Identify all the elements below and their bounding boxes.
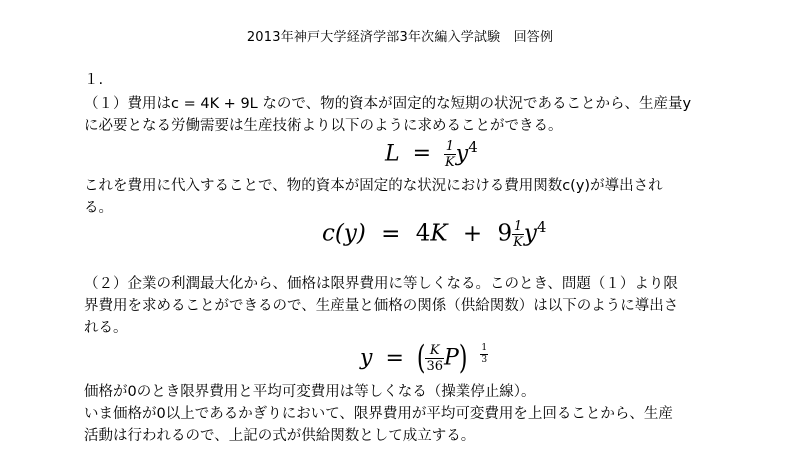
- eq3-frac-den: 36: [426, 359, 444, 374]
- eq1-exp: 4: [468, 138, 478, 156]
- eq2-term1-var: K: [430, 220, 448, 247]
- eq1-fraction: [444, 140, 456, 169]
- question-number: １.: [84, 72, 104, 88]
- document-title: 2013年神戸大学経済学部3年次編入学試験 回答例: [246, 30, 554, 45]
- eq2-exp: 4: [536, 218, 547, 236]
- eq2-frac-den: K: [513, 235, 523, 251]
- eq3-equals: =: [385, 345, 404, 371]
- eq3-frac-num: K: [425, 344, 444, 359]
- eq2-equals: =: [381, 220, 401, 247]
- eq2-plus: +: [462, 220, 483, 247]
- equation-cost-function: [322, 218, 546, 249]
- eq2-var: y: [523, 220, 537, 247]
- eq2-coef: 9: [497, 220, 513, 247]
- part1-text-line1: （１）費用はc = 4K + 9L なので、物的資本が固定的な短期の状況であることから、生産量y: [84, 96, 692, 112]
- eq2-lhs: c(y): [322, 220, 366, 247]
- eq2-frac-num: 1: [513, 219, 523, 235]
- part1-text-line2: に必要となる労働需要は生産技術より以下のように求めることができる。: [84, 118, 563, 134]
- eq1-var: y: [455, 141, 469, 167]
- eq1-frac-den: K: [445, 154, 455, 170]
- equation-labor-demand: [385, 138, 478, 169]
- eq2-term1-num: 4: [415, 220, 431, 247]
- eq1-frac-num: 1: [445, 138, 455, 154]
- eq3-right-paren: ): [458, 339, 468, 378]
- part2-text-line3: れる。: [84, 320, 128, 336]
- eq3-fraction: [425, 344, 444, 373]
- eq1-equals: =: [412, 141, 432, 167]
- eq3-exponent: [480, 344, 488, 365]
- eq3-left-paren: (: [416, 339, 426, 378]
- equation-supply-function: [360, 339, 488, 378]
- part1-text-line4: る。: [84, 200, 113, 216]
- eq3-exp-den: 3: [481, 355, 488, 365]
- part2-text-line5: いま価格が0以上であるかぎりにおいて、限界費用が平均可変費用を上回ることから、生産: [84, 406, 673, 422]
- part2-text-line1: （２）企業の利潤最大化から、価格は限界費用に等しくなる。このとき、問題（１）より限: [84, 276, 678, 292]
- eq3-lhs: y: [360, 345, 373, 371]
- part2-text-line2: 界費用を求めることができるので、生産量と価格の関係（供給関数）は以下のように導出さ: [84, 298, 679, 314]
- eq3-exp-num: 1: [481, 343, 488, 353]
- part2-text-line6: 活動は行われるので、上記の式が供給関数として成立する。: [84, 428, 476, 444]
- part1-text-line3: これを費用に代入することで、物的資本が固定的な状況における費用関数c(y)が導出され: [84, 178, 663, 194]
- eq3-var: P: [444, 345, 459, 371]
- part2-text-line4: 価格が0のとき限界費用と平均可変費用は等しくなる（操業停止線）。: [84, 384, 536, 400]
- eq1-lhs: L: [385, 141, 400, 167]
- eq2-fraction: [512, 220, 524, 249]
